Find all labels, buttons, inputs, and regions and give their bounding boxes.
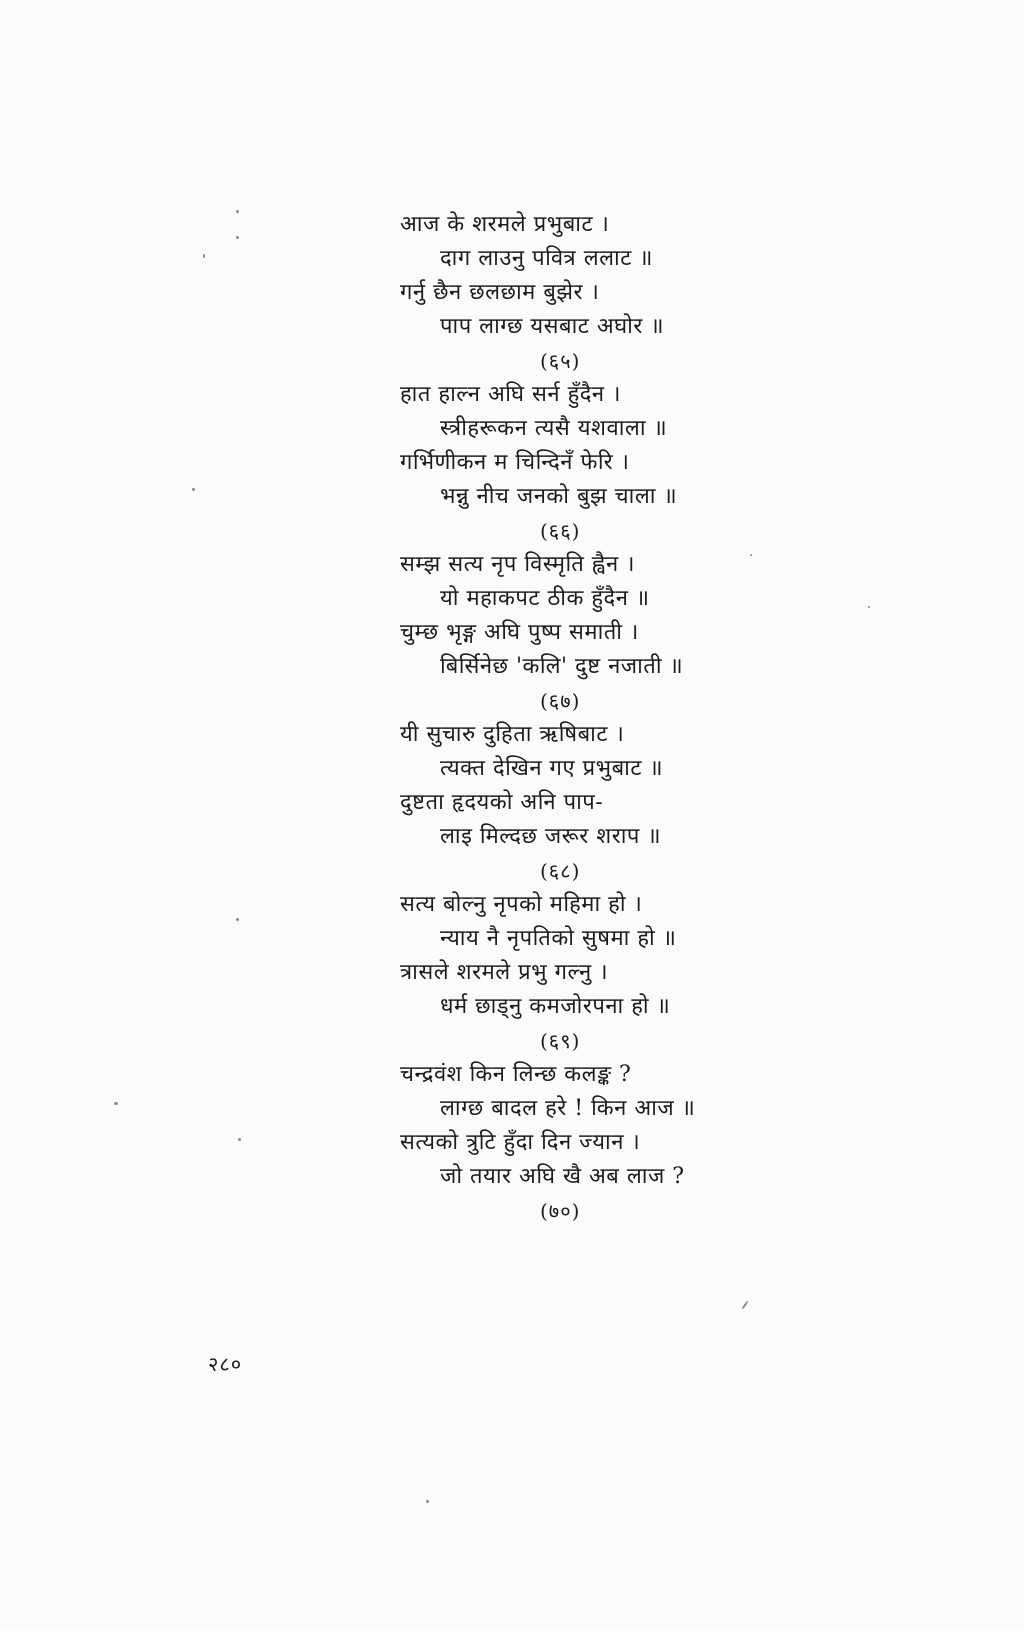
verse-line: दाग लाउनु पवित्र ललाट ॥ [440, 246, 653, 271]
verse-number: (७०) [540, 1199, 581, 1223]
verse-line: भन्नु नीच जनको बुझ चाला ॥ [440, 484, 678, 509]
stanza-68 [400, 718, 770, 888]
stanza-67 [400, 548, 770, 718]
poem [400, 208, 770, 1228]
verse-line: यो महाकपट ठीक हुँदैन ॥ [440, 586, 650, 611]
verse-line: त्रासले शरमले प्रभु गल्नु । [400, 960, 609, 985]
verse-line: सत्य बोल्नु नृपको महिमा हो । [400, 892, 643, 917]
page-number: २८० [208, 1352, 243, 1376]
verse-line: न्याय नै नृपतिको सुषमा हो ॥ [440, 926, 677, 951]
verse-number: (६६) [540, 519, 581, 543]
stanza-66 [400, 378, 770, 548]
verse-line: सम्झ सत्य नृप विस्मृति ह्वैन । [400, 552, 636, 577]
verse-number: (६७) [540, 689, 581, 713]
verse-line: यी सुचारु दुहिता ऋषिबाट । [400, 722, 625, 747]
verse-line: लाइ मिल्दछ जरूर शराप ॥ [440, 824, 662, 849]
verse-line: लाग्छ बादल हरे ! किन आज ॥ [440, 1096, 696, 1121]
verse-line: गर्भिणीकन म चिन्दिनँ फेरि । [400, 450, 630, 475]
verse-line: त्यक्त देखिन गए प्रभुबाट ॥ [440, 756, 664, 781]
scan-speck [426, 1500, 429, 1503]
verse-line: चन्द्रवंश किन लिन्छ कलङ्क ? [400, 1062, 632, 1087]
scan-speck [868, 606, 870, 608]
verse-line: चुम्छ भृङ्ग अघि पुष्प समाती । [400, 620, 639, 645]
stanza-69 [400, 888, 770, 1058]
verse-number: (६५) [540, 349, 581, 373]
scan-speck [114, 1102, 118, 1105]
scan-speck [236, 236, 239, 239]
verse-line: दुष्टता हृदयको अनि पाप- [400, 790, 604, 815]
scan-speck [750, 554, 752, 556]
scan-speck [236, 210, 239, 213]
verse-line: सत्यको त्रुटि हुँदा दिन ज्यान । [400, 1130, 641, 1155]
verse-line: धर्म छाड्नु कमजोरपना हो ॥ [440, 994, 671, 1019]
verse-line: जो तयार अघि खै अब लाज ? [440, 1164, 685, 1189]
verse-line: स्त्रीहरूकन त्यसै यशवाला ॥ [440, 416, 668, 441]
scan-speck [236, 918, 239, 921]
scan-speck [192, 488, 195, 491]
stanza-65 [400, 208, 770, 378]
scan-speck [203, 254, 205, 258]
verse-number: (६८) [540, 859, 581, 883]
verse-line: पाप लाग्छ यसबाट अघोर ॥ [440, 314, 665, 339]
scan-speck [238, 1138, 241, 1141]
verse-line: बिर्सिनेछ 'कलि' दुष्ट नजाती ॥ [440, 654, 684, 679]
verse-number: (६९) [540, 1029, 581, 1053]
verse-line: आज के शरमले प्रभुबाट । [400, 212, 610, 237]
verse-line: गर्नु छैन छलछाम बुझेर । [400, 280, 600, 305]
stanza-70 [400, 1058, 770, 1228]
scan-speck [741, 1300, 748, 1309]
verse-line: हात हाल्न अघि सर्न हुँदैन । [400, 382, 621, 407]
